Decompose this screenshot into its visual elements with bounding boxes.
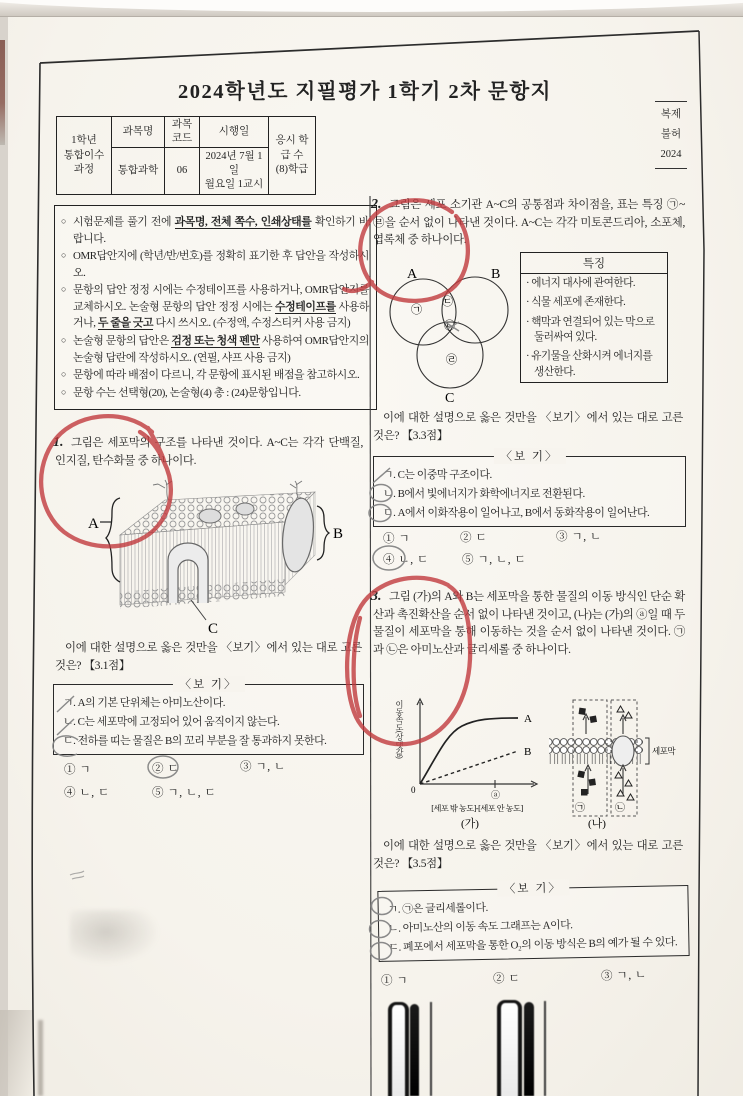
paper-smudge (70, 910, 160, 965)
scan-smear-bar (410, 1004, 419, 1096)
cell-membrane-figure (70, 480, 360, 650)
venn-symbol-3: ㉡ (444, 320, 455, 332)
bogi-item: ㄱ. A의 기본 단위체는 아미노산이다. (63, 697, 226, 709)
instruction-item: ○ 문항 수는 선택형(20), 논술형(4) 총 : (24)문항입니다. (61, 385, 369, 402)
venn-symbol-2: ㉢ (442, 296, 453, 308)
question-3-stem: 그림 (가)의 A와 B는 세포막을 통한 물질의 이동 방식인 단순 확산과 촉진확산을 순서 없이 나타낸 것이고, (나)는 (가)의 ⓐ일 때 두 물질이 세포막을 통해 이동하는 것을 순서 없이 나타낸 것이다. ㉠과 ㉡은 아미노산과 글리세롤 중 하나이다. (373, 591, 685, 657)
scan-smear-bar (430, 1002, 432, 1096)
instruction-item: ○ 논술형 문항의 답안은 검정 또는 청색 펜만 사용하여 OMR답안지의 논술형 답란에 작성하시오. (연필, 샤프 사용 금지) (61, 333, 369, 366)
question-3-ask: 이에 대한 설명으로 옳은 것만을 〈보기〉에서 있는 대로 고른 것은? 【3.5점】 (373, 840, 683, 870)
bullet-circle-icon: ○ (61, 334, 67, 345)
question-2-number: 2. (371, 197, 382, 212)
square-molecule (579, 708, 586, 715)
venn-label-b: B (491, 267, 501, 282)
instruction-item: ○ 문항에 따라 배점이 다르니, 각 문항에 표시된 배점을 참고하시오. (61, 367, 369, 384)
q3-option-2: ② ㄷ (493, 972, 521, 985)
venn-label-c: C (445, 391, 455, 406)
notice-rule-top (655, 101, 687, 102)
triangle-molecule (615, 772, 622, 778)
square-molecule (589, 779, 596, 786)
bullet-circle-icon: ○ (61, 216, 67, 226)
membrane-transport-figure (545, 694, 685, 829)
q2-option-4: ④ ㄴ, ㄷ (383, 553, 429, 566)
molecule-2-label: ㉡ (615, 803, 625, 814)
feature-row: · 에너지 대사에 관여한다. (526, 278, 635, 289)
triangle-molecule (625, 780, 632, 786)
q1-option-1: ① ㄱ (64, 763, 92, 776)
figure-caption: (나) (588, 818, 606, 830)
triangle-molecule (617, 706, 624, 712)
question-3-bogi-box (377, 882, 689, 962)
surface-protein-bump (199, 509, 221, 523)
feature-row: · 유기물을 산화시켜 에너지를 생산한다. (526, 351, 653, 378)
q3-option-1: ① ㄱ (381, 974, 409, 987)
y-axis-label: 이동속도(상댓값) (395, 700, 404, 759)
curve-b-linear-dashed (420, 751, 518, 784)
date-value: 2024년 7월 1일 월요일 1교시 (200, 148, 269, 195)
q2-option-2: ② ㄷ (460, 531, 488, 544)
bogi-item: ㄱ. C는 이중막 구조이다. (383, 469, 492, 481)
bogi-item: ㄷ. 폐포에서 세포막을 통한 O₂의 이동 방식은 B의 예가 될 수 있다. (388, 935, 678, 954)
surface-protein-bump (236, 503, 254, 515)
question-1-stem: 그림은 세포막의 구조를 나타낸 것이다. A~C는 각각 단백질, 인지질, 탄수화물 중 하나이다. (55, 437, 363, 467)
brace-b (317, 506, 329, 560)
question-2-stem: 그림은 세포 소기관 A~C의 공통점과 차이점을, 표는 특징 ㉠~㉣을 순서 없이 나타낸 것이다. A~C는 각각 미토콘드리아, 소포체, 엽록체 중 하나이다. (373, 199, 685, 247)
bottom-left-shadow (0, 1010, 34, 1096)
carbohydrate-chain (153, 480, 172, 500)
venn-label-a: A (407, 267, 418, 282)
q1-option-5: ⑤ ㄱ, ㄴ, ㄷ (152, 786, 217, 799)
page-title: 2024학년도 지필평가 1학기 2차 문항지 (178, 81, 552, 103)
bullet-circle-icon: ○ (61, 369, 67, 380)
venn-symbol-4: ㉣ (446, 354, 457, 366)
feature-row: · 식물 세포에 존재한다. (526, 297, 626, 309)
question-1-ask: 이에 대한 설명으로 옳은 것만을 〈보기〉에서 있는 대로 고른 것은? 【3.1점】 (55, 642, 362, 672)
curve-a-label: A (524, 713, 532, 725)
scan-smear-bar (388, 1002, 409, 1096)
membrane-label-a: A (88, 516, 99, 532)
bullet-circle-icon: ○ (61, 284, 67, 295)
photo-left-edge-shadow (0, 40, 5, 145)
x-axis-label: [세포 밖 농도]-[세포 안 농도] (431, 804, 523, 813)
code-value: 06 (165, 148, 200, 195)
instruction-item: ○ 문항의 답안 정정 시에는 수정테이프를 사용하거나, OMR답안지를 교체하시오. 논술형 문항의 답안 정정 시에는 수정테이프를 사용하거나, 두 줄을 긋고 다시 쓰시오. (수정액, 수정스티커 사용 금지) (61, 282, 369, 332)
q1-option-2: ② ㄷ (152, 762, 180, 775)
q1-option-4: ④ ㄴ, ㄷ (64, 786, 110, 799)
tick-a-label: ⓐ (491, 790, 501, 800)
membrane-label: 세포막 (652, 746, 676, 756)
triangle-molecule (627, 794, 634, 800)
transport-rate-graph (392, 694, 552, 829)
feature-table-title: 특징 (521, 253, 667, 274)
membrane-label-b: B (333, 526, 344, 542)
class-count-cell: 응시 학급 수 (8)학급 (269, 117, 316, 195)
exam-info-table (56, 116, 316, 195)
instruction-item: ○ OMR답안지에 (학년/반/번호)를 정확히 표기한 후 답안을 작성하시오. (61, 248, 369, 281)
q3-option-3: ③ ㄱ, ㄴ (600, 968, 647, 983)
square-molecule (590, 715, 598, 723)
curve-b-label: B (524, 746, 532, 758)
bullet-circle-icon: ○ (61, 250, 67, 261)
subject-value: 통합과학 (112, 148, 165, 195)
square-molecule (581, 789, 588, 796)
q2-option-5: ⑤ ㄱ, ㄴ, ㄷ (462, 553, 527, 566)
membrane-label-c: C (208, 621, 219, 637)
bogi-title: 〈보 기〉 (172, 676, 244, 692)
bogi-item: ㄴ. C는 세포막에 고정되어 있어 움직이지 않는다. (63, 715, 280, 728)
date-label: 시행일 (200, 117, 269, 148)
copy-prohibited-notice: 복제 불허 2024 (653, 98, 689, 172)
question-2-bogi-box (373, 451, 686, 527)
scan-smear-bar (497, 1000, 522, 1096)
brace-a (106, 498, 120, 582)
bullet-circle-icon: ○ (61, 386, 67, 397)
q2-option-3: ③ ㄱ, ㄴ (556, 530, 602, 543)
subject-label: 과목명 (112, 117, 165, 148)
molecule-1-label: ㉠ (575, 803, 585, 814)
bogi-title: 〈보 기〉 (493, 448, 565, 464)
bogi-item: ㄷ. A에서 이화작용이 일어나고, B에서 동화작용이 일어난다. (383, 506, 650, 519)
bogi-item: ㄷ. 전하를 띠는 물질은 B의 꼬리 부분을 잘 통과하지 못한다. (63, 734, 327, 747)
feature-row: · 핵막과 연결되어 있는 막으로 둘러싸여 있다. (526, 316, 655, 344)
question-2-ask: 이에 대한 설명으로 옳은 것만을 〈보기〉에서 있는 대로 고른 것은? 【3.3점】 (373, 412, 683, 442)
origin-label: 0 (411, 785, 416, 795)
q2-option-1: ① ㄱ (383, 532, 411, 545)
instruction-item: ○ 시험문제를 풀기 전에 과목명, 전체 쪽수, 인쇄상태를 확인하기 바랍니다. (61, 214, 369, 247)
question-1-number: 1. (53, 435, 64, 450)
grade-cell: 1학년 통합이수 과정 (57, 117, 112, 195)
feature-table (520, 252, 668, 383)
bogi-item: ㄴ. B에서 빛에너지가 화학에너지로 전환된다. (383, 487, 585, 500)
bogi-item: ㄱ. ㉠은 글리세롤이다. (387, 901, 488, 916)
scan-smear-bar (544, 1001, 546, 1096)
membrane-bracket (645, 738, 649, 764)
bogi-title: 〈보 기〉 (497, 879, 569, 896)
curve-a-facilitated-saturating (420, 718, 518, 784)
venn-diagram (383, 245, 533, 410)
notice-rule-bottom (655, 168, 687, 169)
question-3-number: 3. (371, 589, 382, 604)
code-label: 과목 코드 (165, 117, 200, 148)
graph-caption: (가) (461, 818, 479, 830)
instructions-box (54, 205, 377, 410)
question-1-bogi-box (53, 679, 364, 755)
square-molecule (577, 770, 585, 778)
triangle-molecule (625, 712, 632, 718)
venn-symbol-1: ㉠ (411, 304, 422, 316)
scan-smear-faint (38, 1020, 43, 1096)
q1-option-3: ③ ㄱ, ㄴ (240, 760, 286, 773)
bogi-item: ㄴ. 아미노산의 이동 속도 그래프는 A이다. (387, 919, 573, 935)
scan-smear-bar (524, 1002, 534, 1096)
transport-protein (612, 736, 634, 766)
